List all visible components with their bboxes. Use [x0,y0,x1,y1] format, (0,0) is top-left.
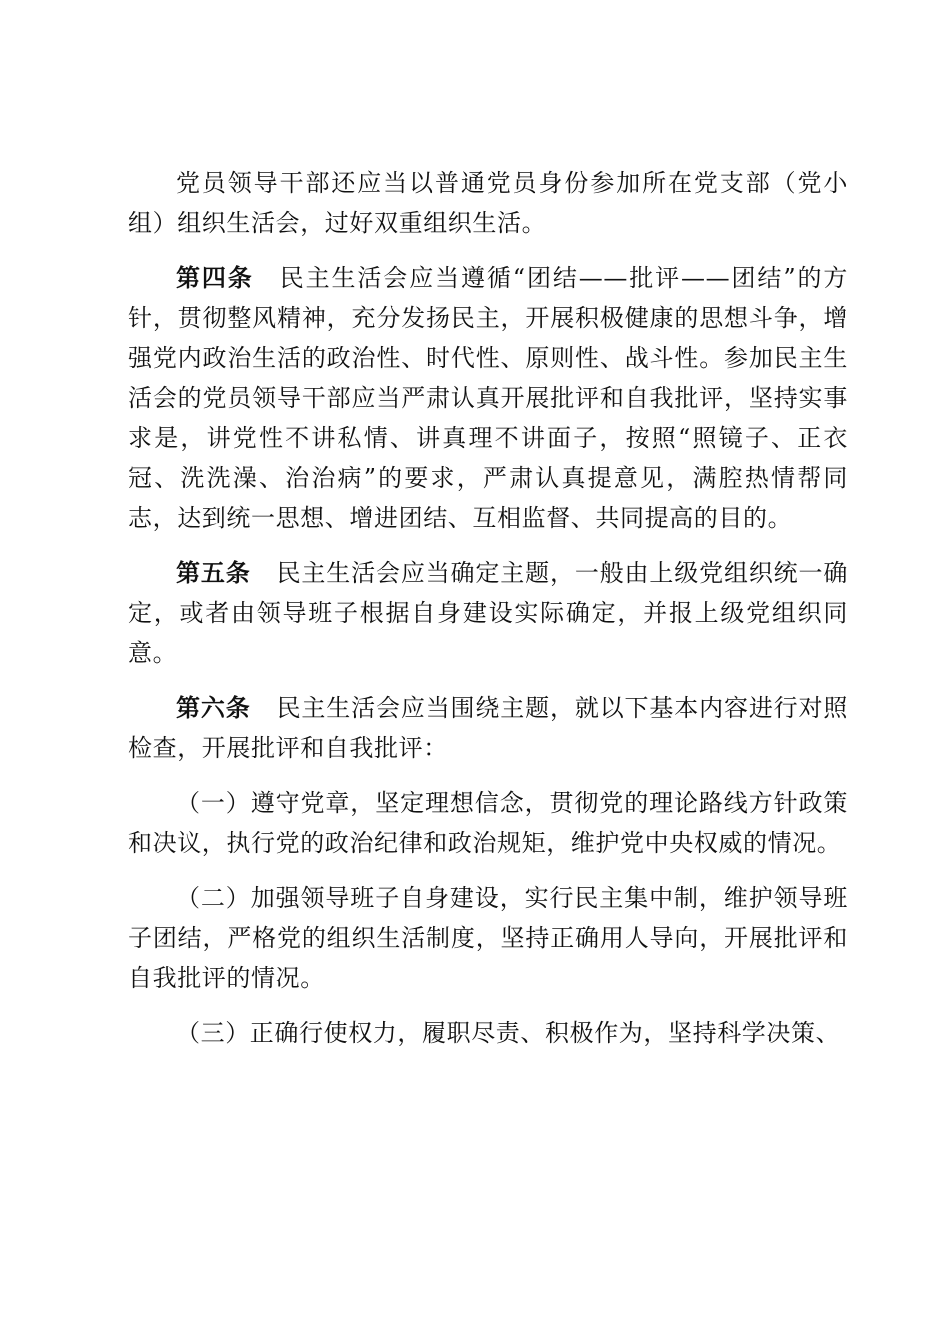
paragraph-text: 党员领导干部还应当以普通党员身份参加所在党支部（党小组）组织生活会，过好双重组织生活。 [128,169,848,237]
article-4-heading: 第四条 [176,264,254,292]
article-6-text: 民主生活会应当围绕主题，就以下基本内容进行对照检查，开展批评和自我批评： [128,694,848,762]
article-6-paragraph [128,688,848,768]
article-5-heading: 第五条 [176,559,251,587]
article-6-item-1 [128,783,848,863]
article-5-paragraph [128,553,848,673]
article-6-item-3 [128,1013,848,1053]
article-4-paragraph [128,258,848,538]
item-1-text: （一）遵守党章，坚定理想信念，贯彻党的理论路线方针政策和决议，执行党的政治纪律和政治规矩，维护党中央权威的情况。 [128,789,848,857]
article-6-heading: 第六条 [176,694,251,722]
article-4-text: 民主生活会应当遵循“团结——批评——团结”的方针，贯彻整风精神，充分发扬民主，开展积极健康的思想斗争，增强党内政治生活的政治性、时代性、原则性、战斗性。参加民主生活会的党员领导干部应当严肃认真开展批评和自我批评，坚持实事求是，讲党性不讲私情、讲真理不讲面子，按照“照镜子、正衣冠、洗洗澡、治治病”的要求，严肃认真提意见，满腔热情帮同志，达到统一思想、增进团结、互相监督、共同提高的目的。 [128,264,848,532]
paragraph-dual-organizational-life [128,163,848,243]
item-3-text: （三）正确行使权力，履职尽责、积极作为，坚持科学决策、 [176,1019,841,1047]
article-6-item-2 [128,878,848,998]
document-body [128,163,848,1053]
item-2-text: （二）加强领导班子自身建设，实行民主集中制，维护领导班子团结，严格党的组织生活制度，坚持正确用人导向，开展批评和自我批评的情况。 [128,884,848,992]
article-5-text: 民主生活会应当确定主题，一般由上级党组织统一确定，或者由领导班子根据自身建设实际确定，并报上级党组织同意。 [128,559,848,667]
